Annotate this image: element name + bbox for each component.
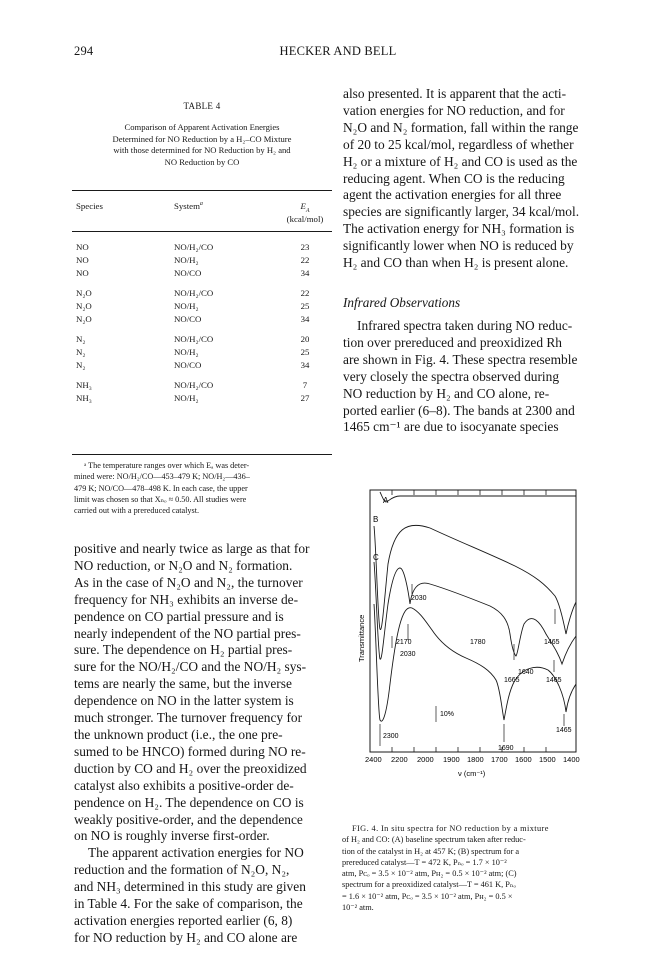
cell-species: NO	[76, 267, 89, 278]
cell-system: NO/CO	[174, 313, 202, 324]
footnote-line: ᵃ The temperature ranges over which Eₐ was deter-	[84, 461, 250, 470]
cell-system: NO/H₂/CO	[174, 242, 214, 252]
section-title: Infrared Observations	[343, 295, 461, 310]
text-line: in Table 4. For the sake of comparison, the	[74, 896, 303, 912]
peak-2170: 2170	[396, 639, 412, 646]
x-tick: 1400	[563, 755, 580, 764]
text-line: of 20 to 25 kcal/mol, regardless of whether	[343, 136, 574, 152]
cell-system: NO/H₂	[174, 254, 199, 265]
text-line: the unknown product (i.e., the one pre-	[74, 726, 283, 742]
col-header-species: Species	[76, 201, 103, 211]
cell-ea: 25	[300, 300, 310, 311]
text-line: sure. The dependence on H₂ partial pres-	[74, 642, 293, 658]
figure-caption-line: of H₂ and CO: (A) baseline spectrum taken after reduc-	[342, 835, 526, 845]
cell-ea: 25	[300, 346, 310, 357]
cell-species: N₂	[76, 359, 86, 370]
peak-2030-c: 2030	[400, 651, 416, 658]
text-line: also presented. It is apparent that the acti-	[343, 86, 567, 101]
cell-system: NO/H₂/CO	[174, 288, 214, 298]
table-caption-line: NO Reduction by CO	[164, 157, 240, 168]
cell-species: NH₃	[76, 392, 92, 403]
cell-species: N₂	[76, 334, 86, 344]
figure-caption-line: tion of the catalyst in H₂ at 457 K; (B) spectrum for a	[342, 846, 520, 856]
figure-caption-line: prereduced catalyst—T = 472 K, Pₙₒ = 1.7 × 10⁻²	[342, 857, 507, 867]
table-top-rule	[72, 190, 332, 191]
text-line: frequency for NH₃ exhibits an inverse de-	[74, 591, 299, 607]
x-tick: 1800	[467, 755, 484, 764]
cell-system: NO/H₂/CO	[174, 380, 214, 390]
footnote-line: carried out with a prereduced catalyst.	[74, 506, 200, 516]
x-tick: 2400	[365, 755, 382, 764]
col-header-ea: $E_A$	[300, 201, 310, 214]
text-line: The activation energy for NH₃ formation is	[343, 221, 575, 237]
x-tick: 2200	[391, 755, 408, 764]
text-line: The apparent activation energies for NO	[88, 845, 304, 861]
text-line: are shown in Fig. 4. These spectra resemble	[343, 351, 578, 367]
footnote-line: limit was chosen so that Xₙₒ ≈ 0.50. All studies were	[74, 494, 247, 504]
text-line: weakly positive-order, and the dependence	[74, 811, 303, 827]
text-line: ported earlier (6–8). The bands at 2300 and	[343, 402, 575, 418]
x-tick: 2000	[417, 755, 434, 764]
cell-ea: 22	[300, 288, 310, 298]
text-line: H₂ and CO than when H₂ is present alone.	[343, 255, 569, 271]
table-caption-line: Comparison of Apparent Activation Energies	[124, 122, 280, 132]
cell-ea: 34	[300, 359, 310, 370]
y-axis-label: Transmittance	[357, 614, 366, 662]
spectrum-label-b: B	[373, 515, 379, 524]
text-line: tems are nearly the same, but the inverse	[74, 676, 292, 692]
text-line: pendence on H₂. The dependence on CO is	[74, 794, 304, 810]
cell-ea: 34	[300, 267, 310, 278]
text-line: sure for the NO/H₂/CO and the NO/H₂ sys-	[74, 659, 307, 675]
cell-species: N₂O	[76, 288, 92, 298]
table-caption	[76, 122, 328, 169]
page-number: 294	[74, 44, 94, 58]
scale-bar-label: 10%	[440, 711, 455, 718]
text-line: positive and nearly twice as large as that for	[74, 541, 310, 556]
text-line: reduction and the formation of N₂O, N₂,	[74, 862, 290, 878]
table-caption-line: Determined for NO Reduction by a H₂–CO Mixture	[112, 133, 292, 144]
table-footnote	[74, 460, 332, 516]
text-line: vation energies for NO reduction, and for	[343, 102, 565, 118]
text-line: H₂ or a mixture of H₂ and CO is used as the	[343, 153, 578, 169]
cell-system: NO/H₂	[174, 300, 199, 311]
text-line: 1465 cm⁻¹ are due to isocyanate species	[343, 419, 559, 435]
table-label: TABLE 4	[183, 101, 221, 111]
cell-species: N₂O	[76, 300, 92, 311]
table-bottom-rule	[72, 454, 332, 455]
text-line: much stronger. The turnover frequency for	[74, 710, 303, 726]
col-header-ea-unit: (kcal/mol)	[286, 214, 324, 224]
cell-ea: 22	[300, 254, 310, 265]
x-tick: 1500	[539, 755, 556, 764]
cell-ea: 34	[300, 313, 310, 324]
figure-caption-line: 10⁻² atm.	[342, 903, 374, 913]
table-header-rule	[72, 231, 332, 232]
peak-1465-lower: 1465	[556, 727, 572, 734]
top-ticks	[392, 490, 546, 495]
spectrum-label-c: C	[373, 553, 379, 562]
text-line: NO reduction by H₂ and CO alone, re-	[343, 385, 550, 401]
col-header-system: System$^a$	[174, 201, 203, 211]
footnote-line: 479 K; NO/CO—478–498 K. In each case, the upper	[74, 483, 248, 493]
left-paragraph-1	[74, 541, 334, 845]
right-column-text	[343, 86, 603, 272]
peak-1640: 1640	[518, 669, 534, 676]
cell-ea: 7	[302, 380, 308, 390]
x-axis-label: ν (cm⁻¹)	[458, 769, 486, 778]
x-tick: 1900	[443, 755, 460, 764]
x-tick: 1700	[491, 755, 508, 764]
text-line: very closely the spectra observed during	[343, 368, 560, 384]
cell-ea: 23	[300, 242, 310, 252]
text-line: activation energies reported earlier (6, 8)	[74, 912, 293, 928]
cell-system: NO/H₂	[174, 392, 199, 403]
right-paragraph-2	[343, 318, 603, 436]
text-line: Infrared spectra taken during NO reduc-	[357, 318, 573, 333]
left-paragraph-2	[74, 845, 334, 946]
text-line: duction by CO and H₂ over the preoxidized	[74, 760, 307, 776]
cell-ea: 27	[300, 392, 310, 403]
cell-species: NH₃	[76, 380, 92, 390]
text-line: sumed to be HNCO) formed during NO re-	[74, 743, 306, 759]
peak-1690: 1690	[498, 745, 514, 752]
text-line: and NH₃ determined in this study are given	[74, 879, 306, 895]
cell-species: N₂O	[76, 313, 92, 324]
cell-system: NO/H₂	[174, 346, 199, 357]
cell-system: NO/CO	[174, 267, 202, 278]
text-line: pendence on CO partial pressure and is	[74, 608, 284, 624]
right-column-text-2	[343, 318, 603, 436]
spectrum-c-lower	[374, 604, 576, 721]
figure-caption-line: atm, Pᴄₒ = 3.5 × 10⁻² atm, Pʜ₂ = 0.5 × 10⁻² atm; (C)	[342, 869, 517, 879]
peak-2030-b: 2030	[411, 595, 427, 602]
spectrum-label-a: A	[383, 496, 389, 505]
cell-species: NO	[76, 254, 89, 265]
figure-caption-line-0: FIG. 4. In situ spectra for NO reduction by a mixture	[352, 824, 549, 833]
x-tick-labels	[365, 755, 580, 764]
right-paragraph-1	[343, 86, 603, 272]
figure-caption	[342, 823, 600, 913]
text-line: for NO reduction by H₂ and CO alone are	[74, 929, 298, 945]
text-line: reducing agent. When CO is the reducing	[343, 170, 565, 186]
figure-caption-line: spectrum for a preoxidized catalyst—T = 461 K, Pₙₒ	[342, 880, 516, 890]
figure-caption-line: = 1.6 × 10⁻² atm, Pᴄₒ = 3.5 × 10⁻² atm, Pʜ₂ = 0.5 ×	[342, 891, 513, 901]
peak-1465-c: 1465	[546, 677, 562, 684]
table-caption-line: with those determined for NO Reduction by H₂ and	[113, 145, 291, 156]
text-line: on NO is roughly inverse first-order.	[74, 828, 270, 844]
x-tick: 1600	[515, 755, 532, 764]
left-column-text	[74, 541, 334, 947]
text-line: tion over prereduced and preoxidized Rh	[343, 334, 563, 350]
cell-system: NO/CO	[174, 359, 202, 370]
figure-caption-line	[342, 823, 600, 834]
text-line: agent the activation energies for all three	[343, 187, 562, 203]
cell-species: NO	[76, 242, 89, 252]
ir-spectra-figure	[340, 484, 610, 819]
peak-1465-b: 1465	[544, 639, 560, 646]
cell-species: N₂	[76, 346, 86, 357]
cell-ea: 20	[300, 334, 310, 344]
text-line: N₂O and N₂ formation, fall within the range	[343, 119, 579, 135]
text-line: As in the case of N₂O and N₂, the turnover	[74, 574, 303, 590]
text-line: significantly lower when NO is reduced by	[343, 238, 574, 254]
running-title: HECKER AND BELL	[279, 44, 397, 58]
text-line: nearly independent of the NO partial pres-	[74, 625, 301, 641]
spectrum-a	[380, 492, 576, 502]
peak-1780: 1780	[470, 639, 486, 646]
cell-system: NO/H₂/CO	[174, 334, 214, 344]
peak-1665: 1665	[504, 677, 520, 684]
text-line: NO reduction, or N₂O and N₂ formation.	[74, 557, 293, 573]
peak-2300: 2300	[383, 733, 399, 740]
text-line: species are significantly larger, 34 kcal/mol.	[343, 204, 580, 220]
text-line: dependence on NO in the latter system is	[74, 693, 294, 709]
bottom-ticks	[392, 747, 546, 752]
footnote-line: mined were: NO/H₂/CO—453–479 K; NO/H₂—436–	[74, 472, 250, 482]
spectrum-b	[374, 525, 576, 634]
text-line: catalyst also exhibits a positive-order de-	[74, 777, 294, 793]
